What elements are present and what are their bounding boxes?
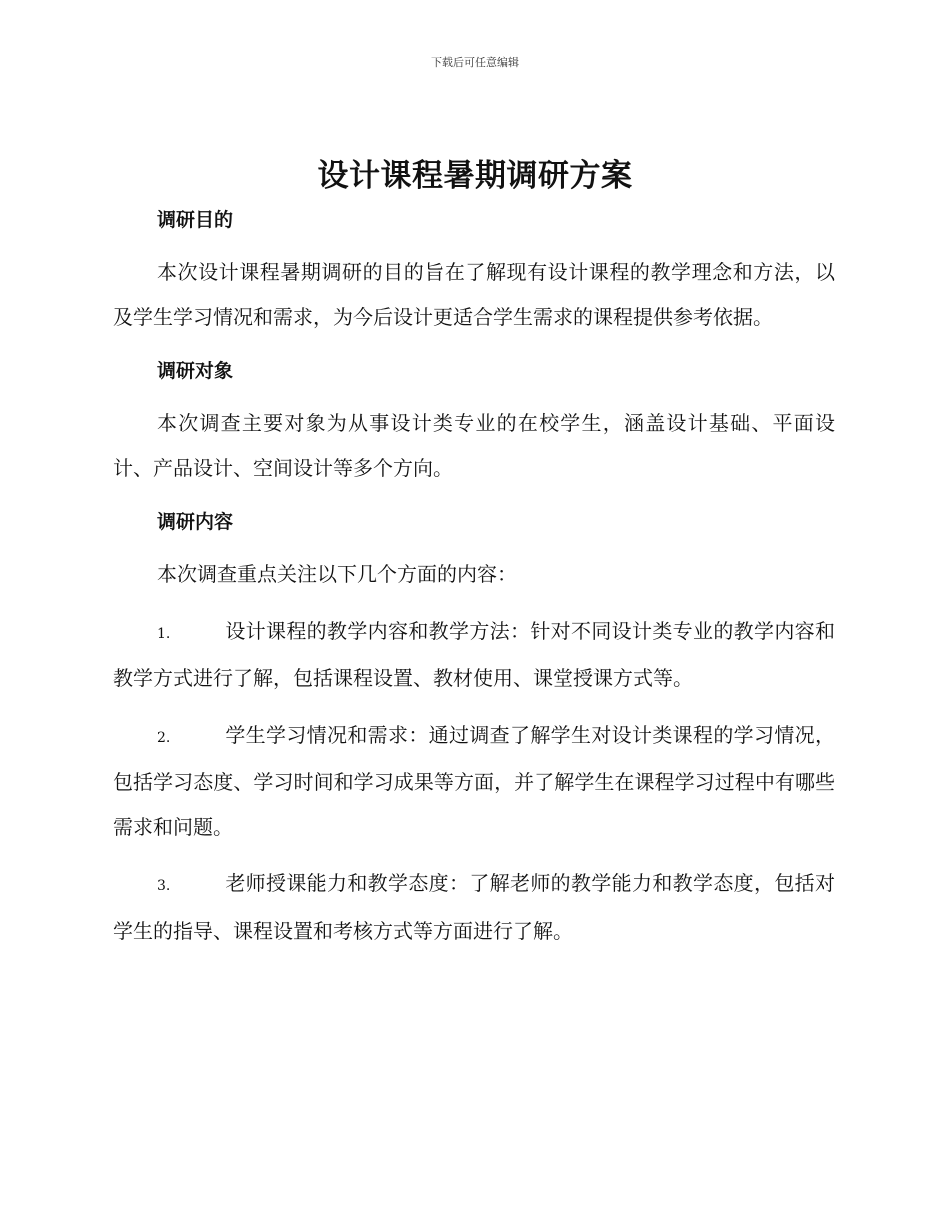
list-item-number: 1. [157,625,171,642]
section-paragraph-subjects: 本次调查主要对象为从事设计类专业的在校学生，涵盖设计基础、平面设计、产品设计、空间设计等多个方向。 [113,411,835,480]
section-paragraph-purpose: 本次设计课程暑期调研的目的旨在了解现有设计课程的教学理念和方法，以及学生学习情况和需求，为今后设计更适合学生需求的课程提供参考依据。 [113,260,835,329]
list-item-number: 3. [157,878,171,894]
list-item-text: 学生学习情况和需求：通过调查了解学生对设计类课程的学习情况，包括学习态度、学习时间和学习成果等方面，并了解学生在课程学习过程中有哪些需求和问题。 [113,722,835,839]
document-body [113,204,835,953]
section-heading-content: 调研内容 [157,511,234,533]
list-item [113,861,835,953]
list-item [113,713,835,850]
list-item-text: 老师授课能力和教学态度：了解老师的教学能力和教学态度，包括对学生的指导、课程设置和考核方式等方面进行了解。 [113,871,835,943]
list-item-text: 设计课程的教学内容和教学方法：针对不同设计类专业的教学内容和教学方式进行了解，包括课程设置、教材使用、课堂授课方式等。 [113,618,835,690]
section-heading-purpose: 调研目的 [157,209,234,231]
section-heading-subjects: 调研对象 [157,360,234,382]
list-item-number: 2. [157,729,171,746]
document-title: 设计课程暑期调研方案 [317,158,633,194]
section-paragraph-content: 本次调查重点关注以下几个方面的内容： [157,562,517,586]
list-item [113,609,835,701]
page-header-note: 下载后可任意编辑 [431,56,519,69]
